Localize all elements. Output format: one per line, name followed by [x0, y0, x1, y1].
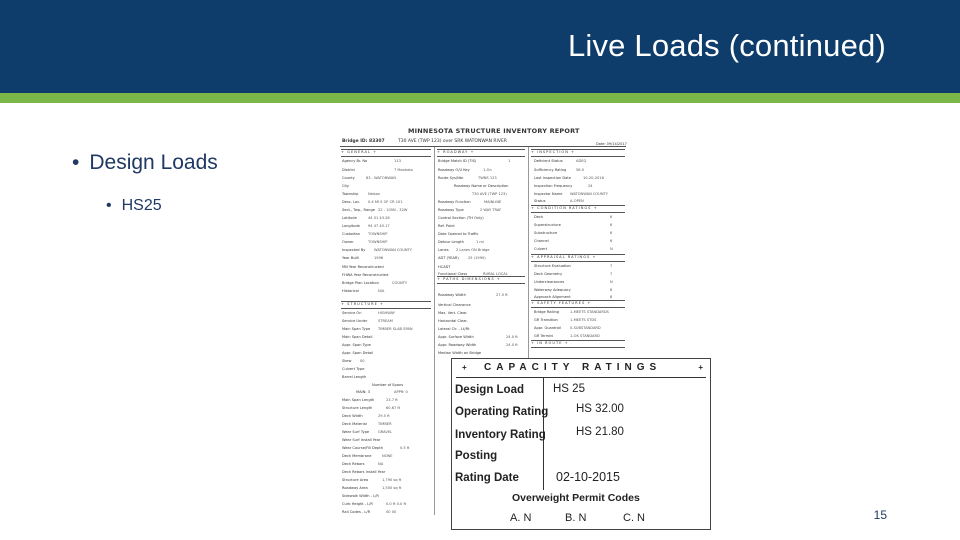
report-section-paths: + PATHS DIMENSIONS +	[437, 276, 525, 284]
report-section-roadway: + ROADWAY +	[437, 149, 525, 157]
report-divider	[340, 146, 626, 147]
bullet-dot-icon: •	[72, 151, 80, 174]
rating-date-label: Rating Date	[455, 472, 519, 484]
permit-code-c: C. N	[623, 512, 645, 524]
operating-rating-value: HS 32.00	[576, 403, 624, 415]
permit-codes-heading: Overweight Permit Codes	[512, 492, 640, 504]
bullet-text: HS25	[121, 197, 162, 214]
report-section-general: + GENERAL +	[341, 149, 431, 157]
capacity-ratings-heading: + CAPACITY RATINGS +	[456, 362, 706, 378]
report-route: T30 AVE (TWP 123) over SRK WATONWAN RIVER	[398, 139, 507, 144]
capacity-ratings-panel	[451, 358, 711, 530]
slide-title: Live Loads (continued)	[567, 28, 886, 63]
accent-bar	[0, 93, 960, 103]
permit-code-b: B. N	[565, 512, 587, 524]
report-section-appraisal: + APPRAISAL RATINGS +	[531, 254, 625, 262]
bullet-text: Design Loads	[89, 151, 218, 174]
operating-rating-label: Operating Rating	[455, 406, 549, 418]
posting-label: Posting	[455, 450, 498, 462]
report-section-condition: + CONDITION RATINGS +	[531, 205, 625, 213]
rating-date-value: 02-10-2015	[556, 470, 620, 484]
section-marker-icon: +	[698, 363, 708, 372]
design-load-label: Design Load	[455, 384, 525, 396]
page-number: 15	[873, 508, 887, 522]
structure-inventory-report: MINNESOTA STRUCTURE INVENTORY REPORT Bridge ID: 83307 T30 AVE (TWP 123) over SRK WATONWAN RIVER Date: 09/14/2017 + GENERAL + + ROADWAY + + INSPECTION + + CONDITION RATINGS + + APPRAISAL RATINGS + + STRUCTURE + + PATHS DIMENSIONS + + SAFETY FEATURES + + IN ROUTE + Agency Br. No 113 District 7 Mankato County 83 - WATONWAN City Township Nelson Desc. Loc. 0.4 MI S OF CR 101 Sect., Twp., Range 22 - 105N - 32W Latitude 44 01 43.26 Longitude 94 47 45.17 Custodian TOWNSHIP Owner TOWNSHIP Inspected By WATONWAN COUNTY Year Built 1996 MN Year Reconstructed FHWA Year Reconstructed Bridge Plan Location COUNTY Historical N/A Bridge Match ID (TIS) 1 Roadway O/U Key 1-On Route Sys/Nbr TWNS 123 Roadway Name or Description T30 AVE (TWP 123) Roadway Function MAINLINE Roadway Type 2 WAY TRAF Control Section (TH Only) Ref. Point Date Opened to Traffic Detour Length 1 mi Lanes 2 Lanes ON Bridge ADT (YEAR) 25 (1990) HCADT Functional Class RURAL LOCAL Roadway Width 27.5 ft Vertical Clearance Max. Vert. Clear. Horizontal Clear. Lateral Clr. - Lt/Rt Appr. Surface Width 24.0 ft Appr. Roadway Width 24.0 ft Median Width on Bridge Deficient Status ADEQ Sufficiency Rating 56.0 Last Inspection Date 10-20-2016 Inspection Frequency 24 Inspector Name WATONWAN COUNTY Status A-OPEN Deck 6 Superstructure 6 Substructure 6 Channel 6 Culvert N Structure Evaluation 7 Deck Geometry 7 Underclearances N Waterway Adequacy 8 Approach Alignment 8 Bridge Railing 1-MEETS STANDARDS GR Transition 1-MEETS STDS Appr. Guardrail 0-SUBSTANDARD GR Termini 1-OK STANDARD Service On HIGHWAY Service Under STREAM Main Span Type TIMBER SLAB SPAN Main Span Detail Appr. Span Type Appr. Span Detail Skew 00 Culvert Type Barrel Length Number of Spans MAIN: 3 APPR: 0 Main Span Length 23.7 ft Structure Length 60.67 ft Deck Width 29.5 ft Deck Material TIMBER Wear Surf Type GRAVEL Wear Surf Install Year Wear Course/Fill Depth 0.5 ft Deck Membrane NONE Deck Rebars NA Deck Rebars Install Year Structure Area 1,790 sq ft Roadway Area 1,500 sq ft Sidewalk Width - L/R Curb Height - L/R 0.0 ft 0.0 ft Rail Codes - L/R 00 00	[338, 125, 628, 517]
inventory-rating-value: HS 21.80	[576, 426, 624, 438]
bullet-level-2	[106, 197, 162, 215]
inventory-rating-label: Inventory Rating	[455, 429, 546, 441]
bullet-level-1	[72, 151, 218, 175]
report-section-safety: + SAFETY FEATURES +	[531, 300, 625, 308]
report-bridge-id: Bridge ID: 83307	[342, 139, 385, 144]
report-section-inroute: + IN ROUTE +	[531, 340, 625, 348]
bullet-dot-icon: •	[106, 197, 112, 214]
design-load-value: HS 25	[553, 383, 585, 395]
section-marker-icon: +	[462, 363, 472, 372]
permit-code-a: A. N	[510, 512, 532, 524]
report-title: MINNESOTA STRUCTURE INVENTORY REPORT	[408, 127, 580, 135]
report-section-inspection: + INSPECTION +	[531, 149, 625, 157]
report-section-structure: + STRUCTURE +	[341, 301, 431, 309]
report-column-divider	[434, 147, 435, 515]
report-date: Date: 09/14/2017	[596, 142, 627, 146]
